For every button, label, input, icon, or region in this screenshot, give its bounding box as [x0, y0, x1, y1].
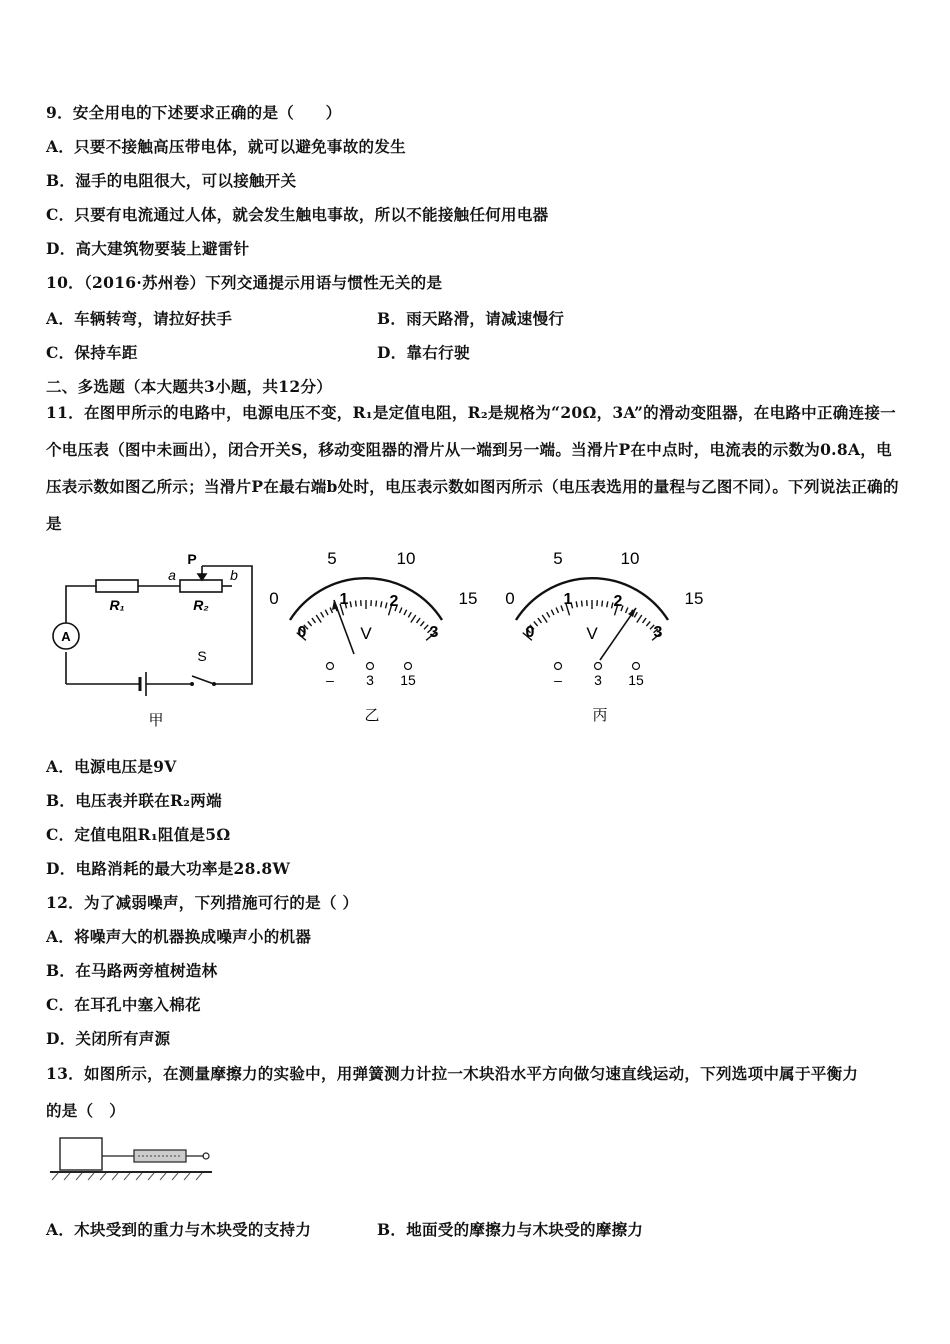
terminal-15: 15 [628, 672, 644, 688]
q13-option-a: A．木块受到的重力与木块受的支持力 [46, 1220, 312, 1239]
scale-tick [330, 608, 332, 614]
scale-tick [542, 615, 547, 623]
inner-scale-2: 2 [613, 593, 623, 610]
terminal-minus: – [326, 672, 334, 688]
caption-yi: 乙 [364, 707, 380, 724]
terminal-3: 3 [366, 672, 374, 688]
q9-option-c: C．只要有电流通过人体，就会发生触电事故，所以不能接触任何用电器 [46, 205, 549, 224]
inner-scale-3: 3 [429, 624, 439, 641]
inner-scale-2: 2 [389, 593, 399, 610]
scale-tick [576, 601, 577, 607]
q13-stem-line2: 的是（ ） [46, 1101, 126, 1120]
scale-tick [626, 608, 628, 614]
q9-option-d: D．高大建筑物要装上避雷针 [46, 239, 250, 258]
q9-stem: 9．安全用电的下述要求正确的是（ ） [46, 103, 342, 122]
q9-option-b: B．湿手的电阻很大，可以接触开关 [46, 171, 297, 190]
q11-option-c: C．定值电阻R₁阻值是5Ω [46, 825, 231, 844]
scale-tick [356, 601, 357, 607]
q11-stem: 11．在图甲所示的电路中，电源电压不变，R₁是定值电阻，R₂是规格为“20Ω，3A”的滑动变阻器，在电路中正确连接一个电压表（图中未画出），闭合开关S，移动变阻器的滑片从一端到另一端。当滑片P在中点时，电流表的示数为0.8A，电压表示数如图乙所示；当滑片P在最右端b处时，电压表示数如图丙所示（电压表选用的量程与乙图不同）。下列说法正确的是 [46, 403, 899, 533]
outer-scale-5: 5 [327, 549, 337, 568]
q11-option-a: A．电源电压是9V [46, 757, 177, 776]
q12-option-a: A．将噪声大的机器换成噪声小的机器 [46, 927, 312, 946]
friction-experiment-figure [44, 1130, 216, 1186]
outer-scale-15: 15 [458, 589, 478, 608]
scale-tick [381, 601, 382, 607]
q13-stem-line1: 13．如图所示，在测量摩擦力的实验中，用弹簧测力计拉一木块沿水平方向做匀速直线运动，下列选项中属于平衡力 [46, 1064, 859, 1083]
scale-tick [582, 601, 583, 607]
scale-tick [325, 610, 328, 615]
section-header-multi-choice: 二、多选题（本大题共3小题，共12分） [46, 377, 333, 396]
scale-tick [646, 621, 650, 626]
q12-option-b: B．在马路两旁植树造林 [46, 961, 218, 980]
outer-scale-0: 0 [505, 589, 515, 608]
outer-scale-10: 10 [396, 549, 416, 568]
r2-label: R₂ [193, 597, 209, 613]
outer-scale-15: 15 [684, 589, 704, 608]
q10-option-a: A．车辆转弯，请拉好扶手 [46, 309, 233, 328]
point-a-label: a [168, 567, 176, 583]
q10-option-d: D．靠右行驶 [377, 343, 470, 362]
inner-scale-0: 0 [297, 624, 307, 641]
scale-tick [312, 618, 316, 623]
q9-option-a: A．只要不接触高压带电体，就可以避免事故的发生 [46, 137, 406, 156]
q10-stem: 10．（2016·苏州卷）下列交通提示用语与惯性无关的是 [46, 273, 443, 292]
inner-scale-3: 3 [653, 624, 663, 641]
scale-tick [316, 615, 321, 623]
scale-tick [424, 625, 428, 629]
scale-tick [408, 612, 411, 617]
terminal-15: 15 [400, 672, 416, 688]
outer-scale-10: 10 [620, 549, 640, 568]
unit-v: V [360, 624, 372, 643]
q10-option-b: B．雨天路滑，请减速慢行 [377, 309, 565, 328]
scale-tick [321, 612, 324, 617]
scale-tick [420, 621, 424, 626]
inner-scale-1: 1 [563, 591, 573, 608]
ammeter-label: A [61, 629, 71, 644]
q12-option-c: C．在耳孔中塞入棉花 [46, 995, 201, 1014]
circuit-diagram-jia [44, 548, 264, 733]
inner-scale-0: 0 [525, 624, 535, 641]
scale-tick [556, 608, 558, 614]
scale-tick [417, 618, 421, 623]
slider-p-label: P [187, 551, 197, 567]
scale-tick [551, 610, 554, 615]
q13-option-b: B．地面受的摩擦力与木块受的摩擦力 [377, 1220, 644, 1239]
scale-tick [637, 615, 642, 623]
caption-bing: 丙 [592, 707, 608, 724]
inner-scale-1: 1 [339, 591, 349, 608]
q11-option-b: B．电压表并联在R₂两端 [46, 791, 222, 810]
scale-tick [602, 601, 603, 607]
caption-jia: 甲 [148, 712, 164, 729]
r1-label: R₁ [109, 597, 125, 613]
terminal-minus: – [554, 672, 562, 688]
scale-tick [350, 601, 351, 607]
scale-tick [400, 608, 402, 614]
outer-scale-0: 0 [269, 589, 279, 608]
scale-tick [547, 612, 550, 617]
terminal-3: 3 [594, 672, 602, 688]
scale-tick [643, 618, 647, 623]
scale-tick [386, 603, 387, 609]
scale-tick [634, 612, 637, 617]
unit-v: V [586, 624, 598, 643]
point-b-label: b [230, 567, 238, 583]
switch-s-label: S [197, 648, 207, 664]
q12-option-d: D．关闭所有声源 [46, 1029, 171, 1048]
voltmeter-yi [262, 542, 487, 727]
voltmeter-bing [488, 542, 713, 727]
scale-tick [376, 601, 377, 607]
scale-tick [308, 621, 312, 626]
q10-option-c: C．保持车距 [46, 343, 138, 362]
scale-tick [607, 601, 608, 607]
scale-tick [411, 615, 416, 623]
scale-tick [404, 610, 407, 615]
q12-stem: 12．为了减弱噪声，下列措施可行的是（ ） [46, 893, 359, 912]
scale-tick [538, 618, 542, 623]
q11-option-d: D．电路消耗的最大功率是28.8W [46, 859, 291, 878]
outer-scale-5: 5 [553, 549, 563, 568]
